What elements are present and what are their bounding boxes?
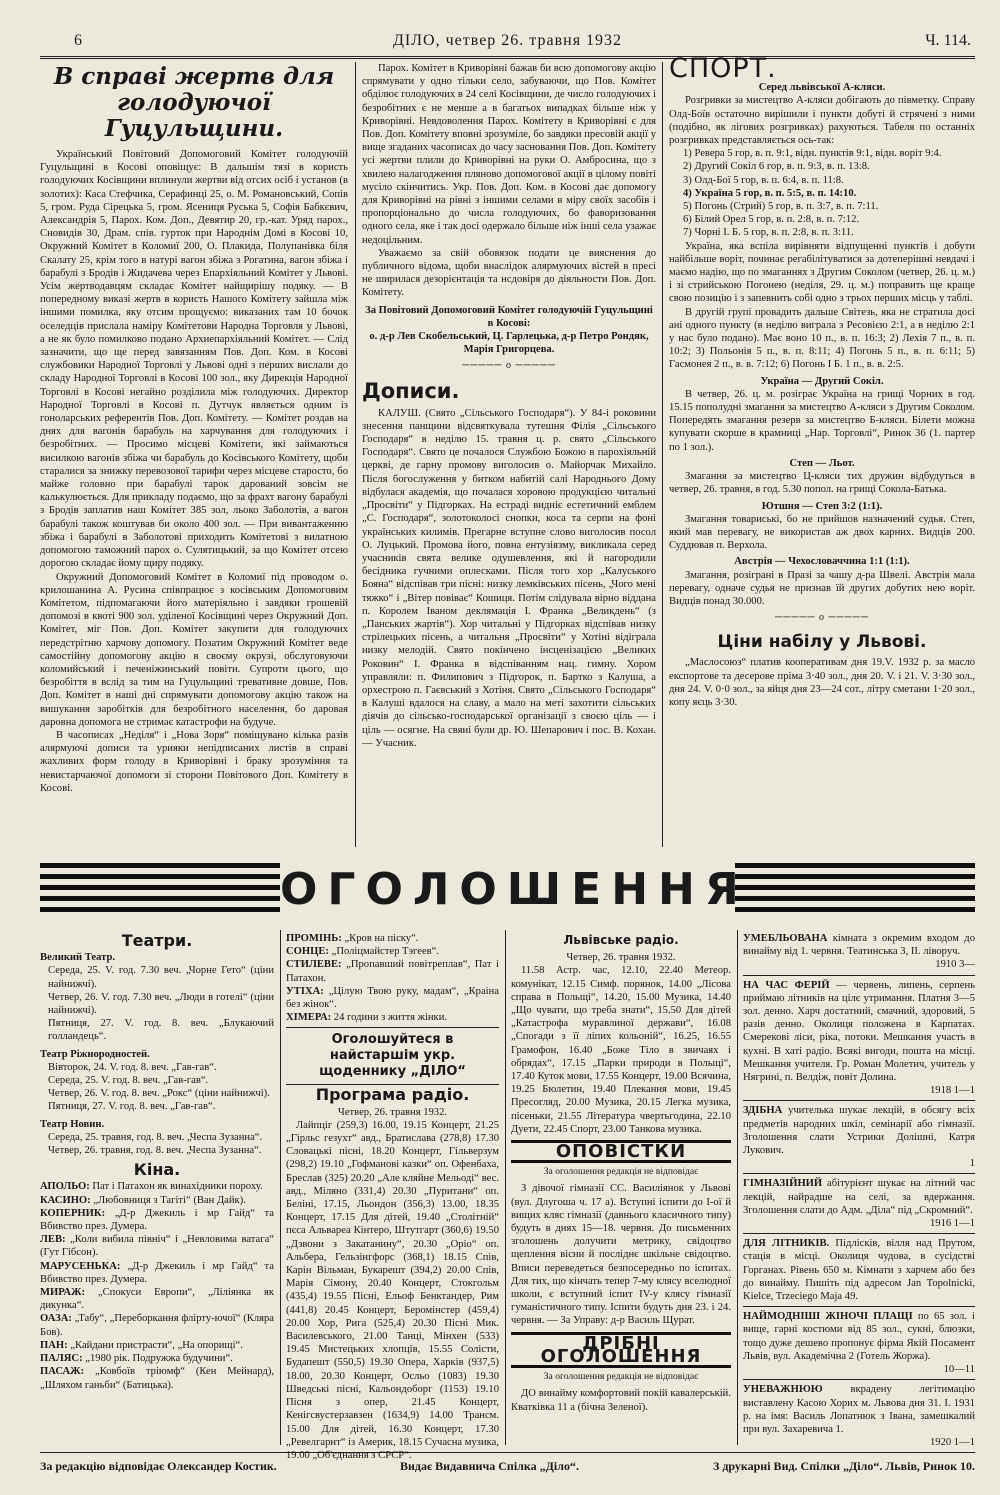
cinema-name: ХІМЕРА:: [286, 1012, 332, 1024]
cinema-film: „Цілую Твою руку, мадам“, „Краіна без жінок“.: [286, 985, 499, 1011]
cinema-film: „Ковбоїв тріюмф“ (Кен Мейнард), „Шляхом ганьби“ (Батицька).: [40, 1366, 274, 1391]
small-ad-lead: НАЙМОДНІШІ ЖІНОЧІ ПЛАЩІ: [743, 1311, 913, 1323]
sport-paragraph: Змагання, розіграні в Празі за чашу д-ра Швелі. Австрія мала перевагу, одначе судья не признав їй других добутих нею воріт. Видців понад 30.000.: [669, 569, 975, 607]
cinema-entry: [286, 1011, 499, 1024]
famine-signoff: За Повітовий Допомоговий Комітет голодуючій Гуцульщині в Косові:: [365, 304, 653, 329]
sport-subheading: Степ — Льот.: [789, 457, 855, 469]
editor-credit: За редакцію відповідає Олександер Костик.: [40, 1459, 277, 1473]
league-row: 3) Олд-Бої 5 гор, в. п. 6:4, в. п. 11:8.: [683, 174, 844, 186]
small-ad-code: 1916 1—1: [929, 1218, 975, 1230]
theatres-title: Театри.: [121, 931, 193, 950]
lviv-radio-title: Львівське радіо.: [563, 933, 679, 947]
theatre-show: Пятниця, 27. V. год. 8. веч. „Блукаючий голландець“.: [48, 1018, 274, 1043]
sport-subheading: Україна — Другий Сокіл.: [760, 375, 884, 387]
famine-paragraph: Парох. Комітет в Криворівні бажав би всю допомогову акцію спрямувати у одно тільки село, забуваючи, що Пов. Комітет обділює голодуючих в 24 селі Косівщини, де число голодуючих і безробітних є не менше а в багатьох випадках більше ніж у Криворівні. Невдоволення Парох. Комітету в Криворівні є для Пов. Доп. Комітету вповні зрозуміле, бо завдяки пресовій акції у вище згаданих часописах до часу засновання Пов. Доп. Комітету усі жертви плили до Криворівні на руки О. Амбросина, що з хвилею налагодження пляново допомогової акції в цілому повіті мусіло скінчитись. Укр. Пов. Доп. Ком. в Косові дає допомогу для Криворівні на рівні з іншими селами в міру своїх засобів і пропорціонально до числа голодуючих, бо фаворизовання одного села, яке і так досі одержало більше ніж інші села узажає недоцільним.: [362, 63, 656, 246]
sport-subheading: Ютшня — Степ 3:2 (1:1).: [761, 500, 883, 512]
small-ad: [743, 1310, 975, 1380]
printer-credit: З друкарні Вид. Спілки „Діло“. Львів, Ринок 10.: [712, 1459, 975, 1473]
theatre-show: Четвер, 26. V. год. 7.30 веч. „Люди в готелі“ (ціни найнижчі).: [48, 991, 274, 1017]
radio-date: Четвер, 26. травня 1932.: [337, 1106, 448, 1118]
small-ad-text: Підлісків, вілля над Прутом, стація в місці. Околиця чудова, в сусідстві Горганах. Рівень 650 м. Кімнати з харчем або без до винайму. Пишіть під адресом Jan Topolnicki, Kielce, Trzeciego Maja 49.: [743, 1238, 976, 1303]
sport-title: СПОРТ.: [669, 53, 777, 84]
sport-paragraph: В другій групі провадить дальше Світезь, яка не стратила досі ані одного пункту (в неділю виграла з Ресовією 2:1, а в неділю 2:1 у нас було подано). Має воно 10 п., в. п. 16:3; 2) Лехія 7 п., в. п. 10:2; 3) Польонія 5 п., в. п. 8:11; 4) Погонь 5 п., в. п. 6:11; 5) Гасмонея 2 п., в. в. 7:12; 6) Погонь І Б. 1 п., в. в. 2:5.: [669, 306, 975, 371]
small-ad: [743, 1383, 975, 1453]
cinema-entry: [40, 1352, 274, 1365]
issue-number: Ч. 114.: [925, 32, 971, 49]
cinema-film: „Любовниця з Тагіті“ (Ван Дайк).: [93, 1194, 246, 1206]
ads-banner-title: ОГОЛОШЕННЯ: [280, 864, 749, 915]
cinema-film: „Табу“, „Переборкання флірту-ючої“ (Кляра Бов).: [40, 1313, 274, 1338]
theatre-block: [40, 1048, 274, 1114]
cinema-film: „Д-р Джекиль і мр Гайд“ та Вбивство през. Думера.: [40, 1260, 274, 1285]
small-ad-code: 1910 3—: [935, 959, 975, 971]
middle-column: [362, 62, 656, 847]
famine-paragraph: Уважаємо за свій обовязок подати це вияснення до публичного відома, щоби внаслідок алярмуючих вістей в пресі не ширилася дезорієнтація та нсдовіря до діяльности Пов. Доп. Комітету.: [362, 247, 656, 299]
cinema-name: МИРАЖ:: [40, 1287, 86, 1299]
prices-title: Ціни набілу у Львові.: [717, 632, 927, 653]
page-number: 6: [74, 32, 82, 49]
cinema-list: [40, 1180, 274, 1391]
famine-title: В справі жертв для голодуючої Гуцульщини.: [53, 63, 335, 142]
cinema-name: ОАЗА:: [40, 1313, 72, 1325]
cinema-entry: [40, 1194, 274, 1207]
small-ad-code: 10—11: [943, 1364, 975, 1376]
cinema-name: СТИЛЕВЕ:: [286, 959, 342, 971]
small-ad-text: кімната з окремим входом до винайму від 1. червня. Театинська 3, ІІ. ліворуч.: [743, 933, 975, 958]
prices-text: „Маслосоюз“ платив кооперативам дня 19.V. 1932 р. за масло експортове та десерове пріма 3·40 зол., дня 20. V. і 21. V. 3·30 зол., дня 24. V. 0·0 зол., за яйця дня 23—24 сот., літру сметани 1·20 зол., копу яєць 3·30.: [669, 657, 975, 708]
cinema-entry: [40, 1233, 274, 1259]
cinema-film: „Спокуси Европи“, „Ліліянка як дикунка“.: [40, 1287, 274, 1312]
small-ad: [743, 1104, 975, 1174]
sport-subheading: Серед львівської А-кляси.: [758, 82, 886, 94]
league-row: 2) Другий Сокіл 6 гор, в. п. 9:3, в. п. 13:8.: [683, 161, 870, 173]
cinema-name: ПАСАЖ:: [40, 1366, 85, 1378]
theatre-name: Театр Ріжнородностей.: [40, 1048, 150, 1060]
theatre-name: Великий Театр.: [40, 952, 116, 964]
cinema-entry: [40, 1339, 274, 1352]
classifieds-text: ДО винайму комфортовий покій кавалерській. Кватківка 11 а (бічна Зеленої).: [511, 1388, 731, 1413]
cinema-film: „Коли вибила північ“ і „Невловима ватага“ (Гут Гібсон).: [40, 1234, 274, 1259]
league-row: 5) Погонь (Стрий) 5 гор, в. п. 3:7, в. п. 7:11.: [683, 201, 879, 213]
notices-disclaimer: За оголошення редакція не відповідає: [543, 1166, 699, 1178]
small-ads-column: [743, 932, 976, 1449]
theatre-show: Середа, 25. травня, год. 8. веч. „Чеспа Зузанна“.: [48, 1131, 263, 1143]
theatre-show: Середа, 25. V. год. 7.30 веч. „Чорне Гето“ (ціни найнижчі).: [48, 965, 274, 990]
dopysy-title: Дописи.: [362, 378, 460, 403]
cinema-name: ЛЕВ:: [40, 1234, 66, 1246]
cinema-entry: [40, 1180, 274, 1193]
theatre-name: Театр Новин.: [40, 1118, 105, 1130]
small-ad-text: вкрадену легітимацію виставлену Касою Хорих м. Львова дня 31. І. 1931 р. на імя: Василь Лопатнюк з Івана, замешкалий при вул. Захаревича 1.: [743, 1384, 975, 1435]
league-row: 7) Чорні І. Б. 5 гор, в. п. 2:8, в. п. 3:11.: [683, 227, 854, 239]
theatre-show: Середа, 25. V. год. 8. веч. „Гав-гав“.: [48, 1075, 209, 1087]
famine-article: [40, 62, 348, 847]
sport-paragraph: Змагання за мистецтво Ц-кляси тих дружин відбудуться в четвер, 26. травня, в год. 5.30 попол. на грищі Сокола-Батька.: [669, 471, 975, 496]
league-table: [669, 147, 975, 239]
cinema-film: „Д-р Джекиль і мр Гайд“ та Вбивство през. Думера.: [40, 1207, 274, 1233]
cinema-name: ПРОМІНЬ:: [286, 933, 342, 944]
cinema-name: КАСИНО:: [40, 1194, 91, 1206]
theatre-show: Вівторок, 24. V. год. 8. веч. „Гав-гав“.: [48, 1061, 217, 1073]
cinema-entry: [40, 1312, 274, 1338]
cinemas-title: Кіна.: [133, 1160, 181, 1180]
small-ad-text: абітурієнт шукає на літний час лекцій, найрадше на селі, за вдержання. Зголошення слати до Адм. „Діла“ під „Скромний“.: [743, 1178, 975, 1216]
league-row: 4) Україна 5 гор, в. п. 5:5, в. п. 14:10.: [683, 187, 857, 199]
page-header: [40, 28, 975, 59]
notices-text: З дівочої гімназії СС. Василіянок у Львові (вул. Длугоша ч. 17 а). Вступні іспити до І-ої й вищих кляс гімназії (давнього класичного типу) будуть в днях 15—18. червня. До письменних зголошень долучити метрику, свідоцтво щеплення вісни й посліднє шкільне свідоцтво. Вписи переведеться безпосередньо по іспитах. Для тих, що кінчать тепер 7-му клясу вселюдної школи, є вступний іспит IV-у клясу гімназії гуманістичного типу. Іспити будуть дня 23. і 24. червня. — За Управу: д-р Василь Щурат.: [511, 1183, 731, 1327]
cinema-film: 24 години з життя жінки.: [333, 1012, 448, 1024]
cinema-entry: [286, 958, 499, 984]
cinema-name: МАРУСЕНЬКА:: [40, 1260, 121, 1272]
small-ad-lead: ГІМНАЗІЙНИЙ: [743, 1178, 823, 1190]
cinema-name: УТІХА:: [286, 985, 324, 997]
cinema-name: АПОЛЬО:: [40, 1181, 90, 1193]
cinema-entry: [286, 945, 499, 958]
dopysy-paragraph: КАЛУШ. (Свято „Сільського Господаря“). У 84-і роковини знесення панщини відсвяткувала тутешня Філія „Сільського Господаря“ в неділю 15. травня ц. р. свято „Сільського Господаря“. Свято це почалося Службою Божою в парохіяльній церкві, де гарну промову виголосив о. Майорчак Михайло. Після богослуження у битком набитій салі Народнього Дому відбулася академія, що почалася хоровою продукцією читальні „Просвіти“ у Підгорках. На естраді видніє естетичний емблем „С. Господаря“, золотоколосі снопки, коса та серпи на фоні українських килимів. Прегарне вступне слово виголосив посол О. Луцький. Промова його, повна ентузіязму, викликала серед учасників свята велике одушевлення, які й нагородили бесідника гучними оплесками. Після того хор „Калуського Бояна“ відспівав три пісні: низку лемківських пісень, „Чого мені тяжко“ і „Вітер повіває“ Кошиця. Потім слідувала вірно віддана п. Королем Іваном деклямація І. Франка „Великдень“ (з „Панських жартів“). Хор читальні у Підгорках відспівав низку стрілецьких пісень, а читальня „Просвіти“ у Хотіні відіграла низку мелодій. Свято покінчено інсценізацією „Великих Роковин“ І. Франка в відспіванням нац. гимну. Хором управляли: п. Филипович з Підгорок, п. Бартко з Калуша, а орхестрою п. Гаєвський з Хотіня. Свято „Сільського Господаря“ в Калуші вдалося на славу, а мало на меті захотити сільських діячів до сільсько-господарської організації з своєю ціль — і ціль — осягне. На свяиі були др. Ю. Шепарович і пос. В. Кохан. — Учасник.: [362, 407, 656, 749]
small-ad-code: 1: [969, 1158, 975, 1170]
cinema-name: КОПЕРНИК:: [40, 1207, 106, 1219]
cinema-film: „Кров на піску“.: [344, 933, 419, 944]
sport-paragraph: Україна, яка вспіла вирівняти відпущенні пунктів і добути найбільше воріт, починає регабілітуватися за дотеперішні невдачі і маємо надію, що по змаганнях з Другим Соколом (четвер, 26. ц. м.) і зі стрийською Погонею (неділя, 29. ц. м.) поправить ще краще свою позицію і з запевнить собі одно з трьох перших місць у таблі.: [669, 240, 975, 305]
small-ad-text: по 65 зол. і вище, гарні костюми від 85 зол., сукні, блюзки, тощо дуже дешево пропонує фірма Якій Посамент Львів, вул. Академічна 2 (Готель Жоржа).: [743, 1311, 975, 1362]
famine-signatures: о. д-р Лев Скобельський, Ц. Гарлецька, д-р Петро Рондяк, Марія Григорцева.: [369, 331, 649, 356]
cinema-film: „Кайдани пристрасти“, „На опорищі“.: [70, 1339, 243, 1351]
theatre-show: Четвер, 26. травня, год. 8. веч. „Чеспа Зузанна“.: [48, 1145, 262, 1157]
theatre-show: Пятниця, 27. V. год. 8. веч. „Гав-гав“.: [48, 1101, 216, 1113]
page-footer: [40, 1452, 975, 1477]
radio-title: Програма радіо.: [315, 1085, 470, 1105]
small-ad: [743, 1237, 975, 1307]
small-ad-text: — червень, липень, серпень приймаю літників на цілє утримання. Платня 3—5 зол. денно. Харч достатний, смачний, здоровий, 5 разів денно. Околиця положена в Карпатах. Смерекові ліси, ріка, потоки. Мешкання участь в кухні. В хаті радіо. Всякі вигоди, пошта на місці. Мешкання учителя. Гр. Роман Молетич, учитель у Нягрині, п. Велдіж, повіт Долина.: [743, 979, 975, 1084]
notices-column: [511, 932, 731, 1444]
dilo-ad: Оголошуйтеся в найстаршім укр. щоденнику „ДІЛО“: [319, 1032, 466, 1080]
small-ad-code: 1920 1—1: [929, 1437, 975, 1449]
small-ad-code: 1918 1—1: [929, 1085, 975, 1097]
cinema-film: „Пропавший повітреплав“, Пат і Патахон.: [286, 959, 500, 984]
cinema-film: „Поліцмайстер Тэгеев“.: [331, 946, 439, 958]
cinema-name: ПАН:: [40, 1339, 68, 1351]
ads-banner: [40, 855, 975, 925]
small-ad: [743, 979, 975, 1102]
cinema-entry: [40, 1286, 274, 1312]
small-ad: [743, 932, 975, 976]
league-row: 6) Білий Орел 5 гор, в. п. 2:8, в. п. 7:12.: [683, 214, 860, 226]
cinema-entry: [286, 985, 499, 1011]
cinema-name: ПАЛЯС:: [40, 1353, 83, 1365]
small-ad-lead: ЗДІБНА: [743, 1105, 783, 1117]
lviv-radio-date: Четвер, 26. травня 1932.: [566, 952, 676, 964]
cinema-entry: [286, 932, 499, 945]
notices-title: ОПОВІСТКИ: [511, 1140, 731, 1163]
theatre-block: [40, 1118, 274, 1158]
small-ad-lead: ДЛЯ ЛІТНИКІВ.: [743, 1238, 830, 1250]
small-ad: [743, 1177, 975, 1234]
cinema-name: СОНЦЕ:: [286, 946, 329, 958]
small-ads-list: [743, 932, 975, 1453]
small-ad-text: учителька шукає лекцій, в обсягу всіх предметів народних шкіл, семінарії або гімназії. Зголошення слати Устрики Долішні, Катря Лукович.: [743, 1105, 975, 1157]
cinema-entry: [40, 1260, 274, 1286]
famine-paragraph: В часописах „Неділя“ і „Нова Зоря“ поміщувано кілька разів алярмуючі дописи та урияки непідписаних листів в справі жахливих форм голоду в Криворівні і браку зрозуміння та невистарчаючої допомоги зі сторони Повітового Доп. Комітету в Косові.: [40, 729, 348, 794]
sport-paragraph: В четвер, 26. ц. м. розіграє Україна на грищі Чорних в год. 15.15 пополудні змагання за мистецтво А-кляси з Другим Соколом. Попередять змагання резерв за мистецтво Б-кляси. Білети можна купувати скорше в крамниці „Нар. Торговлі“, Ринок 36 (1. партер по 1 зол.).: [669, 388, 975, 453]
masthead: ДІЛО, четвер 26. травня 1932: [392, 32, 623, 49]
publisher-credit: Видає Видавнича Спілка „Діло“.: [400, 1459, 579, 1473]
cinema-list-continued: [286, 932, 499, 1024]
cinema-entry: [40, 1207, 274, 1233]
radio-programme: Лайпціг (259,3) 16.00, 19.15 Концерт, 21.25 „Гірльс гезухт“ авд., Братислава (278,8) 17.30 Словацькі пісні, 18.20 Концерт, Гільверзум (298,2) 19.10 „Гофманові казки“ оп. Офенбаха, Бреслав (325) 20.20 „Але кляйне Мельоді“ вес. авд., Міляно (331,4) 20.30 „Пуритани“ оп. Беліні, 17.15, Льондон (356,3) 13.00, 18.35 Концерт, 17.15 Для дітей, 19.40 „Столітній“ пєса Альвареа Кінтеро, Штутгарт (360,6) 19.50 „Дзвони з Закатанину“, 20.30 „Оріо“ оп. Альбера, Гельзінгфорс (368,1) 18.15 Спів, Карін Вільман, Букарешт (394,2) 20.00 Спів, Марія Сімону, 20.40 Концерт, Стокгольм (435,4) 19.55 Пісні, Ельоф Бенктандер, Рим (441,8) 20.45 Концерт, Беромінстер (459,4) 20.00 Хор, Рига (525,4) 20.30 Пісні Мик. Василевського, 21.00 Танці, Мінхен (533) 19.45 Мистецьких хлопців, 15.55 Солісти, Будапешт (550,5) 19.30 Опера, Харків (937,5) 18.00, 20.30 Концерт, Осльо (1083) 19.30 Шведські пісні, Кальондоборг (1153) 19.10 Пісня з опер, 21.45 Концерт, Кенігсвустерзавзен (1634,9) 14.00 Трансм. 15.00 Для дітей, 16.30 Концерт, 17.30 „Ревелгарнт“ із Америк, 18.15 Сучасна музика, 19.00 „Об'єднання з СРСР“.: [286, 1119, 499, 1461]
famine-paragraph: Український Повітовий Допомоговий Комітет голодуючій Гуцульщині в Косові оповіщує: В дальшім тязі в користь голодуючих Косівщини вплинули жертви від отсих осіб і установ (в золотих): Каса Стефчика, Серафинці 25, о. М. Романовський, Сопів 5, гром. Руда Сірецька 5, гром. Ясениця Руська 5, Софія Бабкєвич, Александрія 5, Парох. Ком. Доп., Девятир 20, гр.-кат. Уряд парох., Сновидів 30, Драм. спів. гурток при Народнім Домі в Косові 10, Окружний Комітет в Коломиї 200, О. Плакида, Полупанівка біля Скалату 25, крім того в натурі вагон збіжа з Рогатина, вагон збіжа і барабулі з Бродів і Жидачева через Епархіяльний Комітет у Львові. Усім жертводавцям складає Комітет найщирішу подяку. — В попередному виказі жертв в користь Нашого Комітету зайшла між іншими помилка, яку отсим прощуємо: виказаних там 10 бочок оселедців прислала наміру Комітетови Народна Торговля у Львові, а не як було помилково подано Архиепархіяльний Комітет. — Слід зазначити, що ще перед завязанням Пов. Доп. Ком. в Косові службовики Народної Торговлі у Львові одні з перших вислали до складу Народної Торговлі в Косові 100 зол., яку Дирекція Народної Торговлі в Косові негайно розділила між голодуючих. Директор Народної Торговлі в Косові п. Дутчук являється одним із гоноларських референтів Пов. Доп. Комітету. — Комітет роздав на днях для вагонів барабуль на харчування для голодуючих і безробітних. — Просимо місцеві Комітети, які займаються висилкою вагонів збіжа чи барабуль до Косівського Комітету, щоби старалися за знижку перевозової тарифи через місцеве старосто, бо майже головно при барабулі тарок дарований зовсім не калькулюється. Для прикладу подаємо, що за фрахт вагону барабулі з Бродів заплатив наш Комітет 385 зол, льоко Заболотів, а вагон барабулі також коштував би около 400 зол. — При вивантаженню збіжа і барабулі в Заболотові приходить Комітетові з вилатною допомогою таможний парох о. Сулятицький, за що Комітет отсею дорогою складає йому щиру подяку.: [40, 149, 348, 570]
league-row: 1) Ревера 5 гор, в. п. 9:1, відн. пунктів 9:1, відн. воріт 9:4.: [683, 148, 942, 160]
classifieds-disclaimer: За оголошення редакція не відповідає: [543, 1371, 699, 1383]
small-ad-lead: УМЕБЛЬОВАНА: [743, 933, 828, 944]
sport-paragraph: Розгривки за мистецтво А-кляси добігають до півметку. Справу Олд-Боїв остаточно вирішили і пункти добуті й стрячені з ними (подібно, як лігових розгривках) рахуються. Табеля по останніх розгривках представляється ось-так:: [669, 95, 975, 147]
separator: ───── о ─────: [775, 612, 869, 624]
classifieds-title: ДРІБНІ ОГОЛОШЕННЯ: [511, 1332, 731, 1368]
sport-subheading: Австрія — Чехословаччина 1:1 (1:1).: [734, 556, 910, 568]
theatres-column: [40, 932, 274, 1444]
separator: ───── о ─────: [462, 360, 556, 372]
small-ad-lead: НА ЧАС ФЕРІЙ: [743, 979, 830, 991]
cinema-entry: [40, 1365, 274, 1391]
radio-column: [286, 932, 500, 1461]
cinema-film: „1980 рік. Подружжа будучини“.: [85, 1353, 233, 1365]
small-ad-lead: УНЕВАЖНЮЮ: [743, 1384, 823, 1396]
lviv-radio-programme: 11.58 Астр. час, 12.10, 22.40 Метеор. комунікат, 12.15 Симф. порянок, 14.00 „Лісова справа в Польщі“, 14.20, 15.00 Музика, 14.40 „Що чувати, що треба знати“, 15.50 Для дітей „Катастрофа муравлиної держави“, 16.08 „Спогади з її ліпих кольоній“, 16.25, 16.55 Грамофон, 16.40 „Боже Тіло в звичаях і обрядах“, 17.15 „Парки природи в Польщі“, 17.40 Куток мови, 17.55 Концерт, 19.00 Всячина, 19.25 Бюлетин, 19.40 Плекання мови, 19.45 Пресогляд, 20.00 Музика, 20.15 Легка музика, пісеньки, 21.55 Література чвертьгодина, 22.10 Дуети, 22.45 Спорт, 23.00 Танкова музика.: [511, 965, 731, 1135]
famine-paragraph: Окружний Допомоговий Комітет в Коломиї під проводом о. крилошанина А. Русина співпрацює з косівським Допомоговим Комітетом, підпомагаючи його матеріяльно і завдяки грошевій допомозі в квоті 900 зол. уділеної Косівщині через Окружний Доп. Комітет, міг Пов. Доп. Комітет закупити для голодуючих передстрітню харчову допомогу. Позатим Окружний Комітет веде самостійну допомогову акцію в своєму окрузі, обслуговуючи коломийський і печеніжинський повіти. Супроти цього, що безробіття в вслід за тим на Гуцульщині тревативне довше, Пов. Доп. Комітет в наші дні спрямувати допомогову акцію також на вишукання заробітків для безробітного населення, бо даровая даровна допомога не стримає катастрофи на будуче.: [40, 571, 348, 728]
sport-column: [669, 53, 975, 847]
theatre-show: Четвер, 26. V. год. 8. веч. „Рокс“ (ціни найнижчі).: [48, 1088, 270, 1100]
cinema-film: Пат і Патахон як винахідники пороху.: [92, 1181, 263, 1193]
theatre-block: [40, 951, 274, 1043]
sport-paragraph: Змагання товариські, бо не прийшов назначений судья. Степ, який мав перевагу, не використав аж двох карних. Видців 200. Суддював п. Верхола.: [669, 513, 975, 552]
